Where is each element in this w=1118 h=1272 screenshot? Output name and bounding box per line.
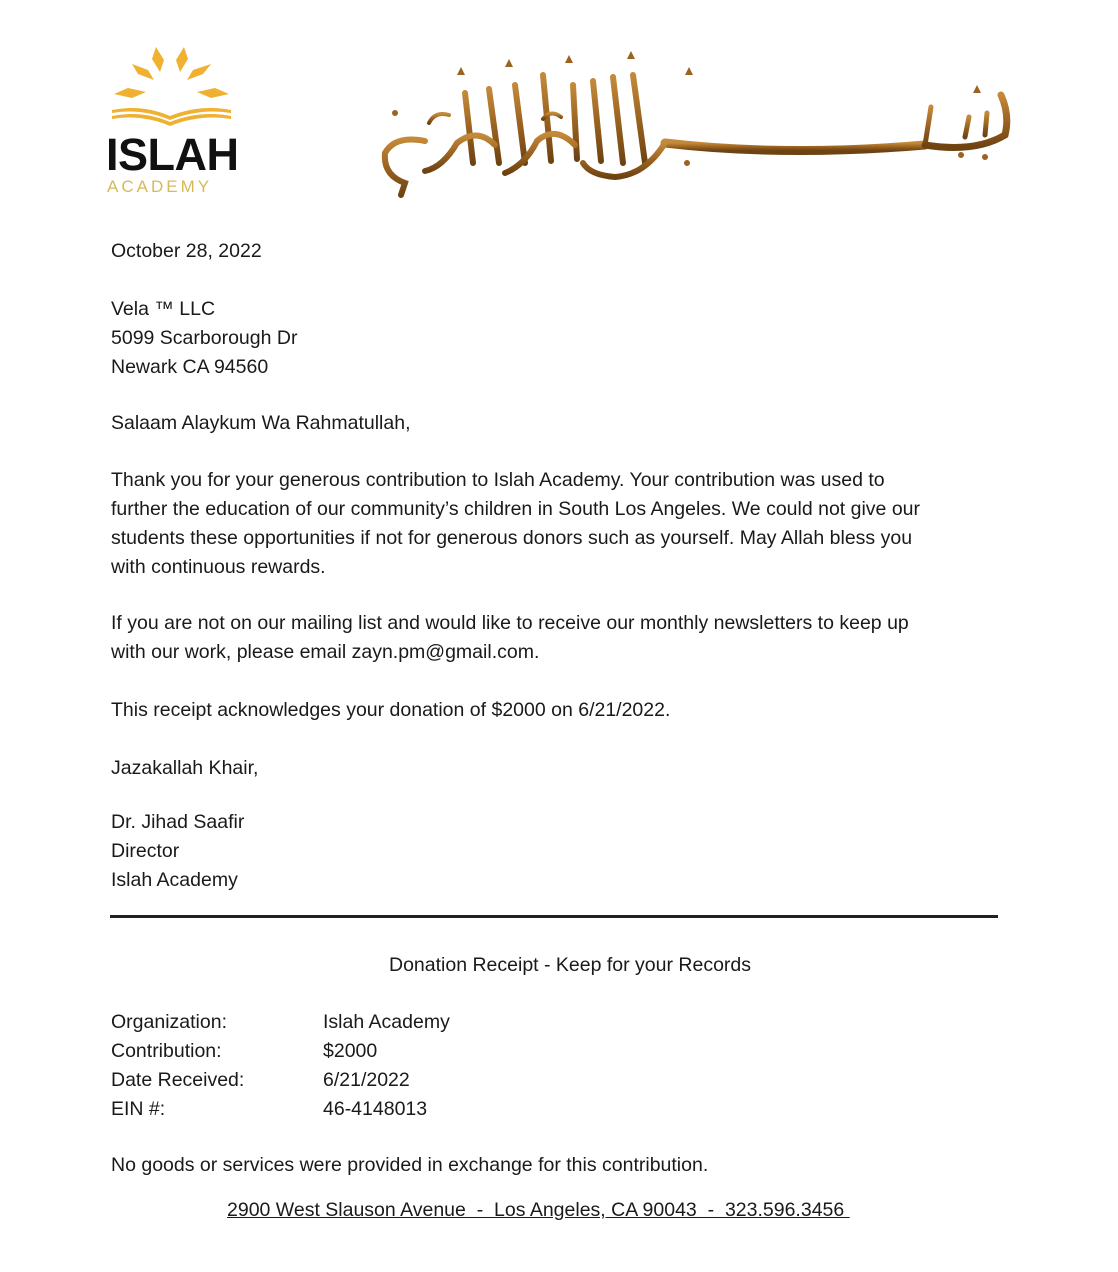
receipt-details — [111, 1008, 450, 1124]
paragraph-line: with our work, please email zayn.pm@gmail.com. — [111, 641, 540, 663]
newsletter-paragraph — [111, 609, 1011, 667]
receipt-value: $2000 — [323, 1040, 378, 1062]
receipt-label: Contribution: — [111, 1040, 222, 1062]
signer-name: Dr. Jihad Saafir — [111, 811, 245, 833]
signer-organization: Islah Academy — [111, 869, 238, 891]
paragraph-line: If you are not on our mailing list and would like to receive our monthly newsletters to keep up — [111, 612, 909, 634]
paragraph-line: with continuous rewards. — [111, 556, 326, 578]
receipt-row-ein — [111, 1095, 450, 1124]
recipient-street: 5099 Scarborough Dr — [111, 327, 298, 349]
logo-subtitle: ACADEMY — [107, 177, 213, 196]
closing: Jazakallah Khair, — [111, 757, 259, 779]
receipt-row-organization — [111, 1008, 450, 1037]
paragraph-line: Thank you for your generous contribution to Islah Academy. Your contribution was used to — [111, 469, 885, 491]
sunrise-book-icon — [104, 42, 239, 134]
recipient-city-state-zip: Newark CA 94560 — [111, 356, 269, 378]
salutation: Salaam Alaykum Wa Rahmatullah, — [111, 412, 411, 434]
bismillah-calligraphy — [365, 45, 1015, 205]
signer-title: Director — [111, 840, 180, 862]
paragraph-line: students these opportunities if not for generous donors such as yourself. May Allah bless you — [111, 527, 913, 549]
receipt-title: Donation Receipt - Keep for your Records — [388, 954, 752, 976]
recipient-address — [111, 295, 1011, 382]
thank-you-paragraph — [111, 466, 1011, 582]
receipt-row-contribution — [111, 1037, 450, 1066]
signature-block — [111, 808, 1011, 895]
section-divider — [110, 915, 998, 918]
islah-academy-logo — [104, 42, 239, 202]
paragraph-line: further the education of our community’s children in South Los Angeles. We could not give our — [111, 498, 921, 520]
receipt-disclaimer: No goods or services were provided in exchange for this contribution. — [111, 1154, 709, 1176]
letter-date: October 28, 2022 — [111, 240, 262, 262]
acknowledgement: This receipt acknowledges your donation of $2000 on 6/21/2022. — [111, 699, 671, 721]
logo-wordmark: ISLAH — [106, 129, 239, 180]
receipt-label: Organization: — [111, 1011, 227, 1033]
receipt-value: 6/21/2022 — [323, 1069, 410, 1091]
receipt-label: Date Received: — [111, 1069, 245, 1091]
recipient-name: Vela ™ LLC — [111, 298, 216, 320]
calligraphy-image-icon — [365, 45, 1015, 205]
receipt-label: EIN #: — [111, 1098, 166, 1120]
footer-address: 2900 West Slauson Avenue - Los Angeles, CA 90043 - 323.596.3456 — [227, 1199, 850, 1221]
receipt-value: Islah Academy — [323, 1011, 450, 1033]
receipt-value: 46-4148013 — [323, 1098, 428, 1120]
receipt-row-date-received — [111, 1066, 450, 1095]
